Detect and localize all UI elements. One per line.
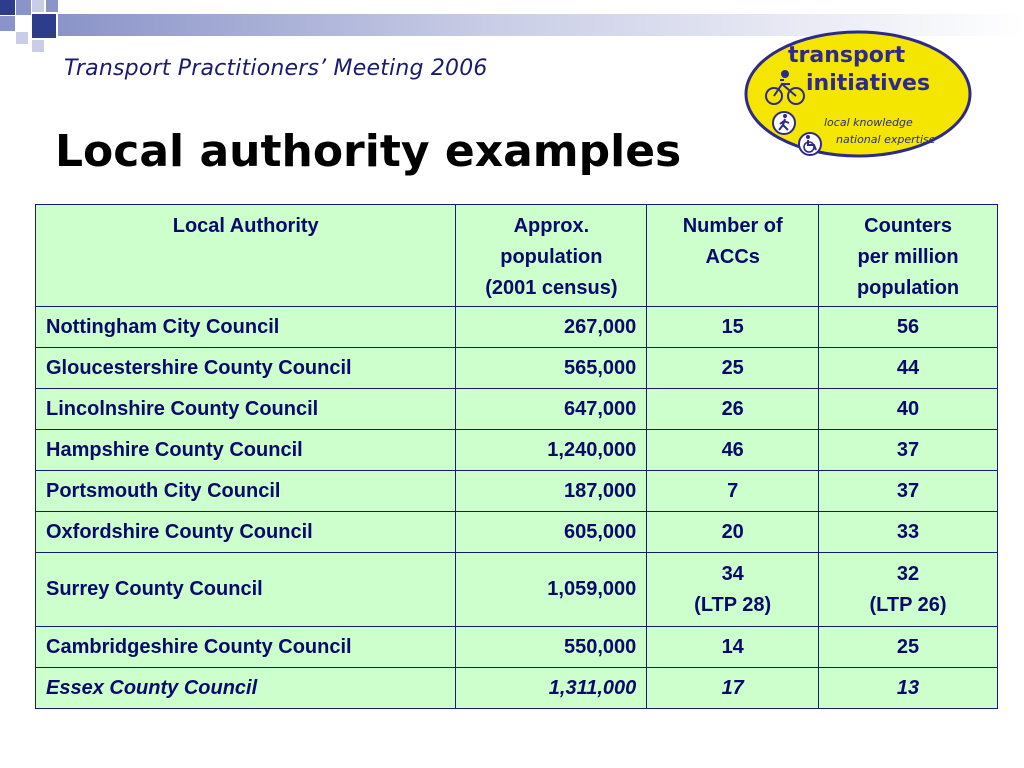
corner-square: [32, 0, 44, 12]
header-accs: Number of ACCs: [647, 205, 819, 307]
authority-cell: Oxfordshire County Council: [36, 512, 456, 553]
pedestrian-icon: [773, 112, 795, 134]
counters-cell: 13: [819, 668, 998, 709]
counters-cell: 32 (LTP 26): [819, 553, 998, 627]
corner-square: [32, 14, 56, 38]
logo-tagline1: local knowledge: [824, 116, 913, 129]
accs-cell: 14: [647, 627, 819, 668]
counters-cell: 44: [819, 348, 998, 389]
accs-cell: 25: [647, 348, 819, 389]
table-row: [36, 307, 998, 348]
header-authority: Local Authority: [36, 205, 456, 307]
table-row: [36, 512, 998, 553]
accs-cell: 17: [647, 668, 819, 709]
population-cell: 267,000: [456, 307, 647, 348]
page-title: Local authority examples: [55, 126, 682, 177]
population-cell: 187,000: [456, 471, 647, 512]
transport-initiatives-logo: [744, 28, 974, 162]
logo-tagline2: national expertise: [836, 133, 936, 146]
counters-cell: 25: [819, 627, 998, 668]
counters-cell: 40: [819, 389, 998, 430]
corner-square: [0, 16, 15, 31]
counters-cell: 56: [819, 307, 998, 348]
population-cell: 565,000: [456, 348, 647, 389]
table-row: [36, 471, 998, 512]
logo-line2: initiatives: [806, 71, 931, 96]
authority-cell: Portsmouth City Council: [36, 471, 456, 512]
authority-cell: Surrey County Council: [36, 553, 456, 627]
table-row: [36, 348, 998, 389]
local-authority-table: [35, 204, 998, 709]
accs-cell: 15: [647, 307, 819, 348]
header-counters: Counters per million population: [819, 205, 998, 307]
authority-cell: Hampshire County Council: [36, 430, 456, 471]
authority-cell: Gloucestershire County Council: [36, 348, 456, 389]
meeting-subtitle: Transport Practitioners’ Meeting 2006: [64, 56, 488, 81]
counters-cell: 37: [819, 430, 998, 471]
table-header-row: [36, 205, 998, 307]
header-population: Approx. population (2001 census): [456, 205, 647, 307]
table-row: [36, 389, 998, 430]
table-row: [36, 553, 998, 627]
population-cell: 647,000: [456, 389, 647, 430]
corner-square: [0, 0, 15, 15]
population-cell: 605,000: [456, 512, 647, 553]
accs-cell: 46: [647, 430, 819, 471]
accs-cell: 34 (LTP 28): [647, 553, 819, 627]
corner-square: [32, 40, 44, 52]
table-row: [36, 430, 998, 471]
population-cell: 1,311,000: [456, 668, 647, 709]
accs-cell: 26: [647, 389, 819, 430]
authority-cell: Essex County Council: [36, 668, 456, 709]
counters-cell: 37: [819, 471, 998, 512]
population-cell: 550,000: [456, 627, 647, 668]
authority-cell: Lincolnshire County Council: [36, 389, 456, 430]
counters-cell: 33: [819, 512, 998, 553]
corner-square: [16, 32, 28, 44]
authority-cell: Cambridgeshire County Council: [36, 627, 456, 668]
population-cell: 1,240,000: [456, 430, 647, 471]
logo-line1: transport: [788, 43, 906, 68]
table-row: [36, 668, 998, 709]
accs-cell: 20: [647, 512, 819, 553]
table-row: [36, 627, 998, 668]
authority-cell: Nottingham City Council: [36, 307, 456, 348]
corner-square: [46, 0, 58, 12]
accs-cell: 7: [647, 471, 819, 512]
corner-square: [16, 0, 31, 15]
population-cell: 1,059,000: [456, 553, 647, 627]
wheelchair-icon: [799, 133, 821, 155]
